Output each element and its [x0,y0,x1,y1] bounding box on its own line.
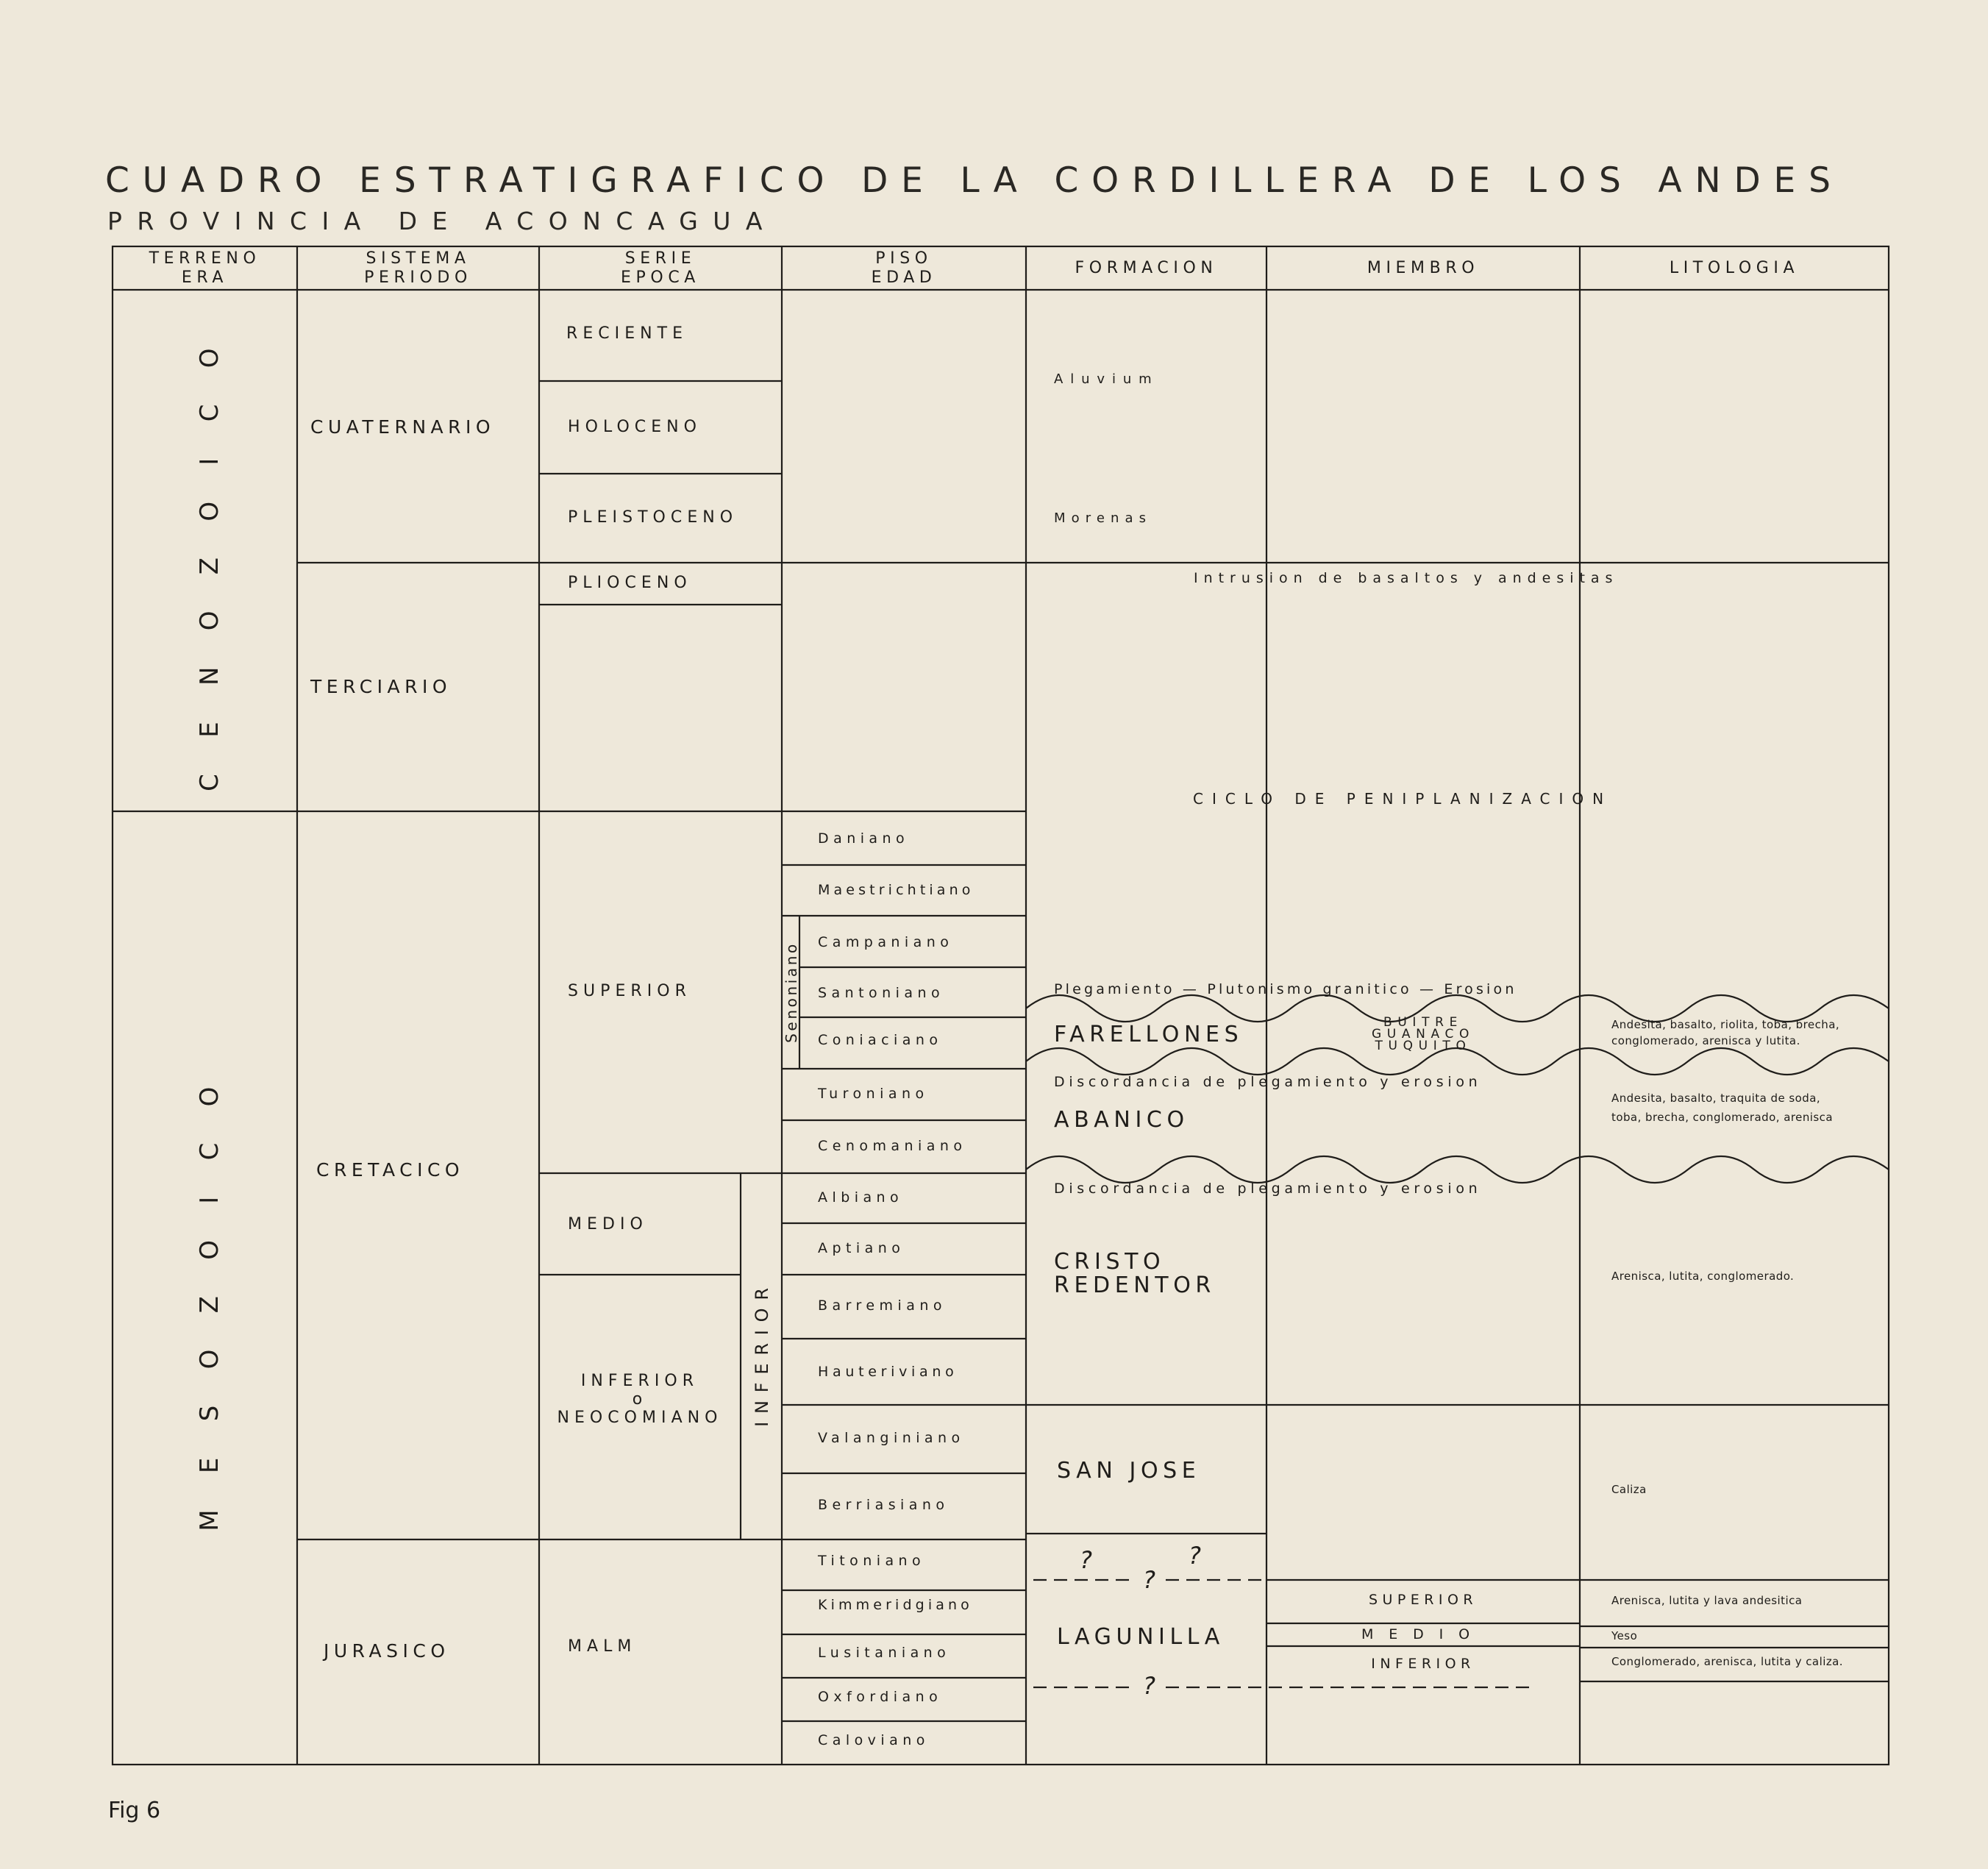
sistema-cretacico: CRETACICO [316,1159,465,1181]
formacion-cristo-redentor [1054,1250,1216,1297]
formacion-farellones: FARELLONES [1054,1022,1244,1047]
litologia-farellones-line2: conglomerado, arenisca y lutita. [1611,1034,1800,1047]
table-frame [113,246,1889,1765]
miembro-medio: MEDIO [1361,1626,1486,1642]
litologia-farellones-line1: Andesita, basalto, riolita, toba, brecha, [1611,1018,1840,1031]
serie-medio: MEDIO [568,1215,648,1233]
serie-pleistoceno: PLEISTOCENO [568,508,738,527]
era-cenozoico: CENOZOICO [195,312,224,791]
formacion-lagunilla: LAGUNILLA [1057,1624,1225,1650]
formacion-san-jose: SAN JOSE [1057,1458,1201,1484]
formacion-plegamiento: Plegamiento — Plutonismo granitico — Erosion [1054,981,1517,997]
header-serie-line1: SERIE [624,249,696,268]
header-piso-line2: EDAD [871,268,937,287]
piso-turoniano: Turoniano [818,1086,929,1102]
formacion-ciclo: CICLO DE PENIPLANIZACION [1193,790,1613,808]
litologia-abanico [1611,1089,1833,1127]
header-serie-line2: EPOCA [621,268,700,287]
question-mark-1: ? [1080,1546,1092,1574]
serie-reciente: RECIENTE [566,324,688,343]
header-era-line2: ERA [181,268,229,287]
formacion-cristo-line2: REDENTOR [1054,1272,1216,1298]
header-piso [782,249,1026,288]
formacion-discordancia-lower: Discordancia de plegamiento y erosion [1054,1181,1482,1197]
piso-cenomaniano: Cenomaniano [818,1138,967,1154]
litologia-lagunilla-inferior: Conglomerado, arenisca, lutita y caliza. [1611,1655,1843,1668]
formacion-abanico: ABANICO [1054,1107,1189,1133]
formacion-aluvium: Aluvium [1054,371,1159,387]
serie-malm: MALM [568,1637,637,1656]
piso-coniaciano: Coniaciano [818,1032,943,1048]
piso-maestrichtiano: Maestrichtiano [818,882,975,898]
litologia-abanico-line1: Andesita, basalto, traquita de soda, [1611,1092,1821,1105]
sistema-cuaternario: CUATERNARIO [310,416,496,438]
header-piso-line1: PISO [875,249,933,268]
serie-inferior-line3: NEOCOMIANO [557,1409,723,1427]
header-sistema-line2: PERIODO [364,268,472,287]
miembro-guanaco: GUANACO [1371,1027,1475,1042]
piso-daniano: Daniano [818,830,910,847]
header-formacion: FORMACION [1075,259,1218,277]
senoniano-label: Senoniano [783,941,800,1043]
header-era-line1: TERRENO [149,249,261,268]
figure-label: Fig 6 [108,1798,161,1823]
formacion-intrusion: Intrusion de basaltos y andesitas [1194,570,1619,586]
sistema-jurasico: JURASICO [324,1640,450,1662]
question-mark-2: ? [1189,1542,1201,1570]
serie-inferior-line1: INFERIOR [580,1372,699,1390]
serie-holoceno: HOLOCENO [568,418,702,436]
litologia-lagunilla-superior: Arenisca, lutita y lava andesitica [1611,1594,1803,1607]
era-mesozoico: MESOZOICO [195,1050,224,1531]
piso-berriasiano: Berriasiano [818,1497,950,1513]
formacion-discordancia-upper: Discordancia de plegamiento y erosion [1054,1074,1482,1090]
litologia-abanico-line2: toba, brecha, conglomerado, arenisca [1611,1111,1833,1124]
formacion-morenas: Morenas [1054,510,1152,526]
chart-title: CUADRO ESTRATIGRAFICO DE LA CORDILLERA DE LOS ANDES [105,160,1844,201]
formacion-cristo-line1: CRISTO [1054,1249,1166,1275]
question-mark-4: ? [1143,1672,1155,1700]
piso-caloviano: Caloviano [818,1732,930,1748]
serie-superior: SUPERIOR [568,982,691,1000]
piso-oxfordiano: Oxfordiano [818,1689,943,1705]
question-mark-3: ? [1143,1566,1155,1594]
piso-campaniano: Campaniano [818,934,954,950]
header-sistema [297,249,539,288]
litologia-farellones [1611,1017,1839,1049]
header-sistema-line1: SISTEMA [366,249,471,268]
piso-titoniano: Titoniano [818,1553,926,1569]
miembro-inferior: INFERIOR [1371,1656,1475,1672]
serie-plioceno: PLIOCENO [568,574,692,592]
chart-subtitle: PROVINCIA DE ACONCAGUA [107,207,777,235]
header-miembro: MIEMBRO [1367,259,1480,277]
piso-kimmeridgiano: Kimmeridgiano [818,1597,973,1613]
piso-barremiano: Barremiano [818,1297,947,1314]
piso-hauteriviano: Hauteriviano [818,1364,958,1380]
sistema-terciario: TERCIARIO [310,676,452,697]
miembro-superior: SUPERIOR [1368,1592,1478,1608]
unconformity-lower [1026,1156,1889,1183]
litologia-cristo-redentor: Arenisca, lutita, conglomerado. [1611,1270,1795,1283]
serie-inferior-vertical: INFERIOR [752,1280,772,1427]
serie-inferior [539,1370,741,1430]
piso-albiano: Albiano [818,1189,904,1206]
header-litologia: LITOLOGIA [1669,259,1800,277]
piso-santoniano: Santoniano [818,985,945,1001]
miembro-tuquito: TUQUITO [1375,1039,1472,1053]
serie-inferior-line2: o [632,1390,648,1409]
header-serie [539,249,782,288]
litologia-lagunilla-medio: Yeso [1611,1629,1638,1642]
piso-lusitaniano: Lusitaniano [818,1645,951,1661]
piso-valanginiano: Valanginiano [818,1430,965,1446]
miembro-buitre: BUITRE [1383,1015,1463,1030]
piso-aptiano: Aptiano [818,1240,905,1256]
miembros-farellones [1350,1017,1497,1052]
litologia-san-jose: Caliza [1611,1483,1647,1496]
header-era [113,249,297,288]
